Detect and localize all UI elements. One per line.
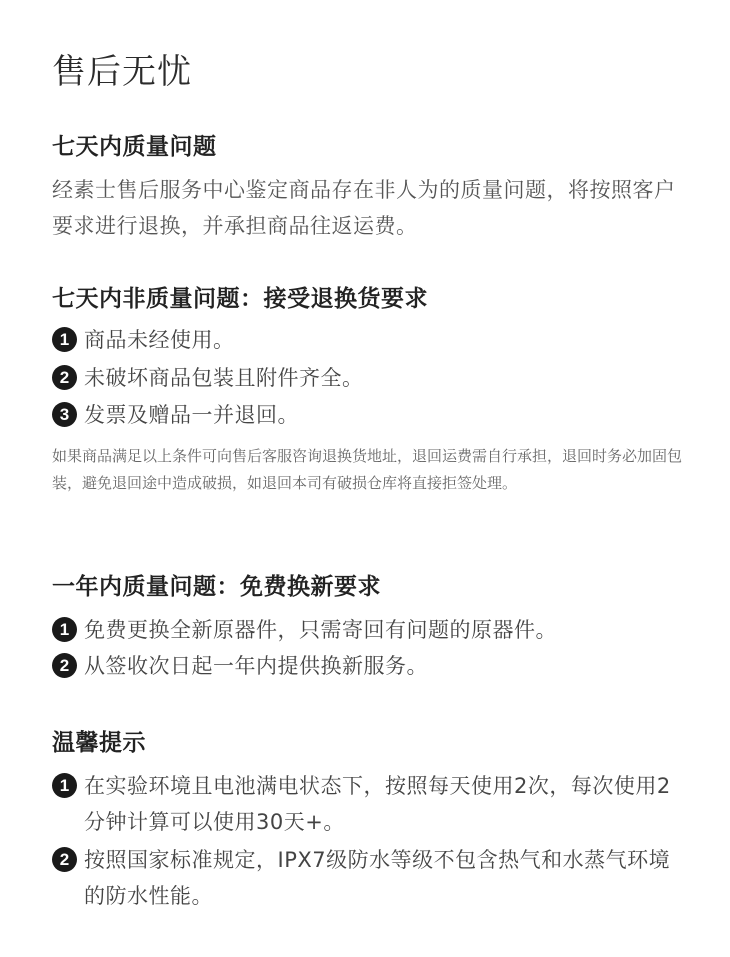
number-badge-icon: 2 <box>52 653 77 678</box>
number-badge-icon: 1 <box>52 617 77 642</box>
list-item-text: 从签收次日起一年内提供换新服务。 <box>84 654 428 678</box>
list-item <box>52 322 682 358</box>
section-title-quality-7days: 七天内质量问题 <box>52 134 217 160</box>
section-title-tips: 温馨提示 <box>52 730 146 756</box>
list-item <box>52 612 682 648</box>
list-item-text: 发票及赠品一并退回。 <box>84 403 299 427</box>
number-badge-icon: 1 <box>52 773 77 798</box>
list-item-text: 未破坏商品包装且附件齐全。 <box>84 366 364 390</box>
list-item <box>52 648 682 684</box>
list-item-text: 按照国家标准规定，IPX7级防水等级不包含热气和水蒸气环境的防水性能。 <box>84 848 671 908</box>
section-paragraph-quality-7days: 经素士售后服务中心鉴定商品存在非人为的质量问题，将按照客户要求进行退换，并承担商品往返运费。 <box>52 178 676 238</box>
number-badge-icon: 2 <box>52 847 77 872</box>
list-item <box>52 842 682 914</box>
list-item-text: 免费更换全新原器件，只需寄回有问题的原器件。 <box>84 618 557 642</box>
section-title-quality-1year: 一年内质量问题：免费换新要求 <box>52 574 381 600</box>
list-item <box>52 768 682 840</box>
section-title-nonquality-7days: 七天内非质量问题：接受退换货要求 <box>52 286 428 312</box>
return-note: 如果商品满足以上条件可向售后客服咨询退换货地址，退回运费需自行承担，退回时务必加固包装，避免退回途中造成破损，如退回本司有破损仓库将直接拒签处理。 <box>52 447 683 492</box>
number-badge-icon: 2 <box>52 365 77 390</box>
number-badge-icon: 3 <box>52 402 77 427</box>
number-badge-icon: 1 <box>52 327 77 352</box>
page-title: 售后无忧 <box>52 52 192 92</box>
list-item <box>52 397 682 433</box>
list-item-text: 在实验环境且电池满电状态下，按照每天使用2次，每次使用2分钟计算可以使用30天+。 <box>84 774 671 834</box>
list-item <box>52 360 682 396</box>
list-item-text: 商品未经使用。 <box>84 328 235 352</box>
